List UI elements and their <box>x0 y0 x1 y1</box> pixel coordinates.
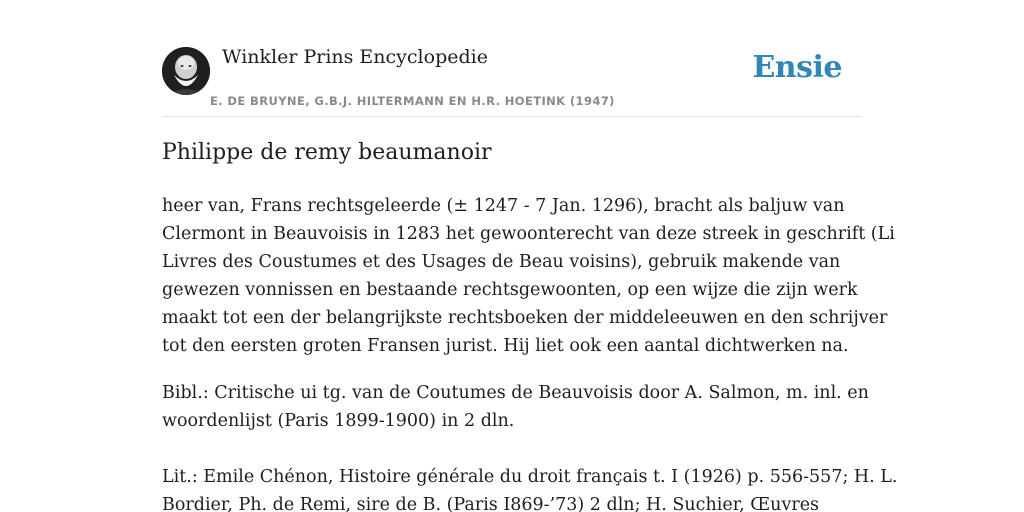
site-title[interactable]: Winkler Prins Encyclopedie <box>222 46 488 68</box>
portrait-icon <box>162 47 210 95</box>
authors-line: E. DE BRUYNE, G.B.J. HILTERMANN EN H.R. HOETINK (1947) <box>210 94 615 108</box>
article-paragraph <box>162 192 895 360</box>
article-title: Philippe de remy beaumanoir <box>162 140 492 165</box>
paragraph-line: woordenlijst (Paris 1899-1900) in 2 dln. <box>162 411 515 431</box>
paragraph-line: gewezen vonnissen en bestaande rechtsgewoonten, op een wijze die zijn werk <box>162 280 858 300</box>
paragraph-line: Clermont in Beauvoisis in 1283 het gewoonterecht van deze streek in geschrift (Li <box>162 224 895 244</box>
page <box>162 0 898 512</box>
site-header <box>162 0 862 117</box>
paragraph-line: Bibl.: Critische ui tg. van de Coutumes de Beauvoisis door A. Salmon, m. inl. en <box>162 383 869 403</box>
bibliography-paragraph <box>162 379 869 435</box>
paragraph-line: tot den eersten groten Fransen jurist. Hij liet ook een aantal dichtwerken na. <box>162 336 849 356</box>
paragraph-line: maakt tot een der belangrijkste rechtsboeken der middeleeuwen en den schrijver <box>162 308 888 328</box>
paragraph-line: Livres des Coustumes et des Usages de Beau voisins), gebruik makende van <box>162 252 841 272</box>
paragraph-line: Bordier, Ph. de Remi, sire de B. (Paris I869-’73) 2 dln; H. Suchier, Œuvres <box>162 495 820 512</box>
paragraph-line: heer van, Frans rechtsgeleerde (± 1247 - 7 Jan. 1296), bracht als baljuw van <box>162 196 845 216</box>
paragraph-line: Lit.: Emile Chénon, Histoire générale du droit français t. I (1926) p. 556-557; H. L. <box>162 467 898 487</box>
brand-logo[interactable]: Ensie <box>752 50 842 85</box>
avatar <box>162 47 210 95</box>
literature-paragraph <box>162 463 898 512</box>
